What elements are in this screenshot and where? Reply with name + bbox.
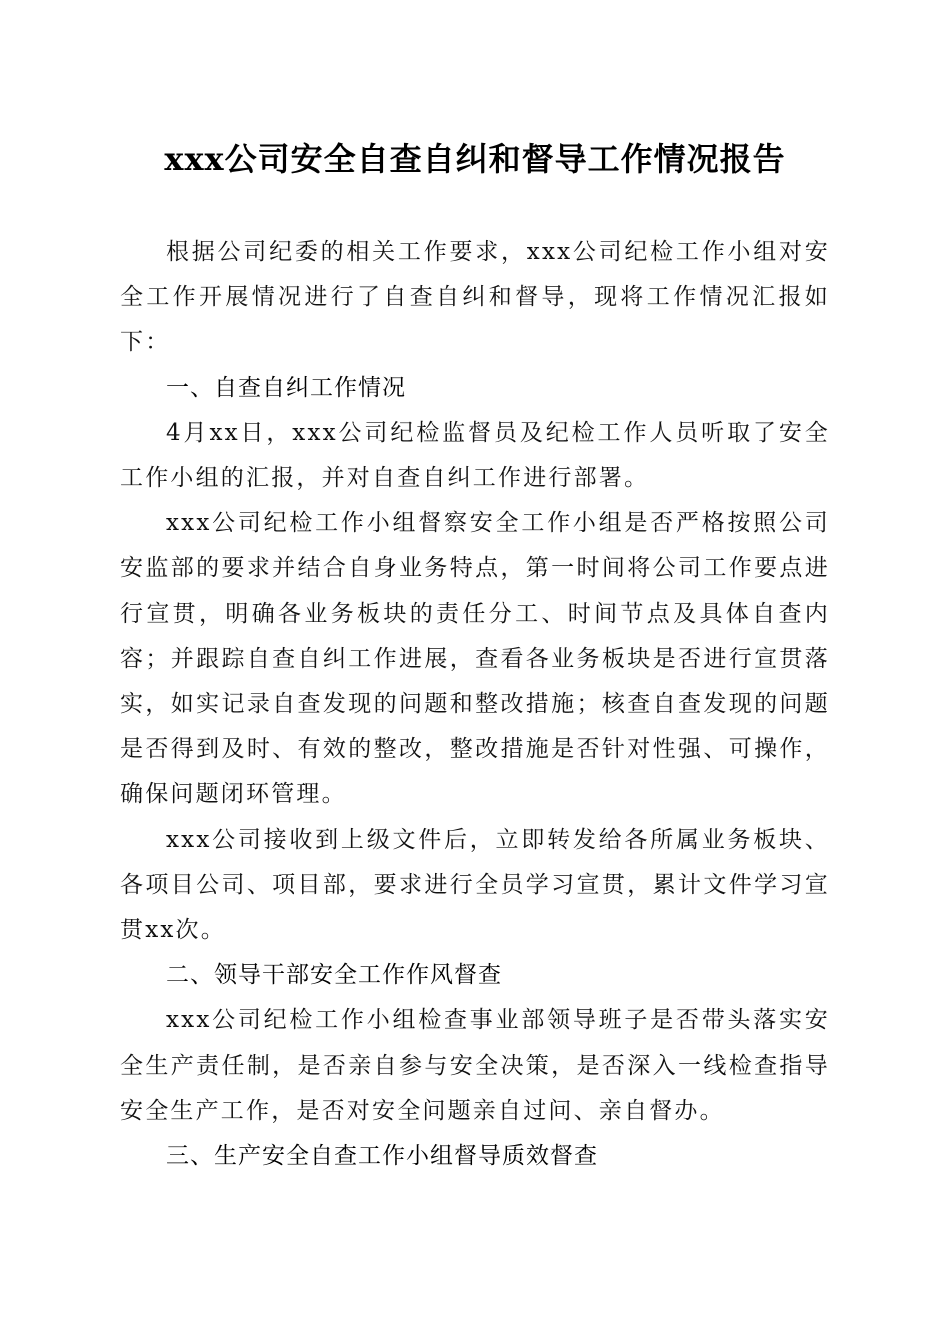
section-1-heading: 一、自查自纠工作情况 [166,374,406,401]
section-2-heading: 二、领导干部安全工作作风督查 [166,962,502,989]
section-1-paragraph-2: xxx公司纪检工作小组督察安全工作小组是否严格按照公司安监部的要求并结合自身业务特点，第一时间将公司工作要点进行宣贯，明确各业务板块的责任分工、时间节点及具体自查内容；并跟踪自查自纠工作进展，查看各业务板块是否进行宣贯落实，如实记录自查发现的问题和整改措施；核查自查发现的问题是否得到及时、有效的整改，整改措施是否针对性强、可操作，确保问题闭环管理。 [120,510,830,808]
section-1-paragraph-3: xxx公司接收到上级文件后，立即转发给各所属业务板块、各项目公司、项目部，要求进行全员学习宣贯，累计文件学习宣贯xx次。 [120,826,830,944]
intro-paragraph: 根据公司纪委的相关工作要求，xxx公司纪检工作小组对安全工作开展情况进行了自查自纠和督导，现将工作情况汇报如下： [120,239,830,356]
document-body [120,230,830,1179]
section-3-heading: 三、生产安全自查工作小组督导质效督查 [166,1143,598,1170]
section-1-paragraph-1: 4月xx日，xxx公司纪检监督员及纪检工作人员听取了安全工作小组的汇报，并对自查自纠工作进行部署。 [120,419,830,492]
document-title: xxx公司安全自查自纠和督导工作情况报告 [164,140,786,178]
section-2-paragraph-1: xxx公司纪检工作小组检查事业部领导班子是否带头落实安全生产责任制，是否亲自参与安全决策，是否深入一线检查指导安全生产工作，是否对安全问题亲自过问、亲自督办。 [120,1007,830,1124]
